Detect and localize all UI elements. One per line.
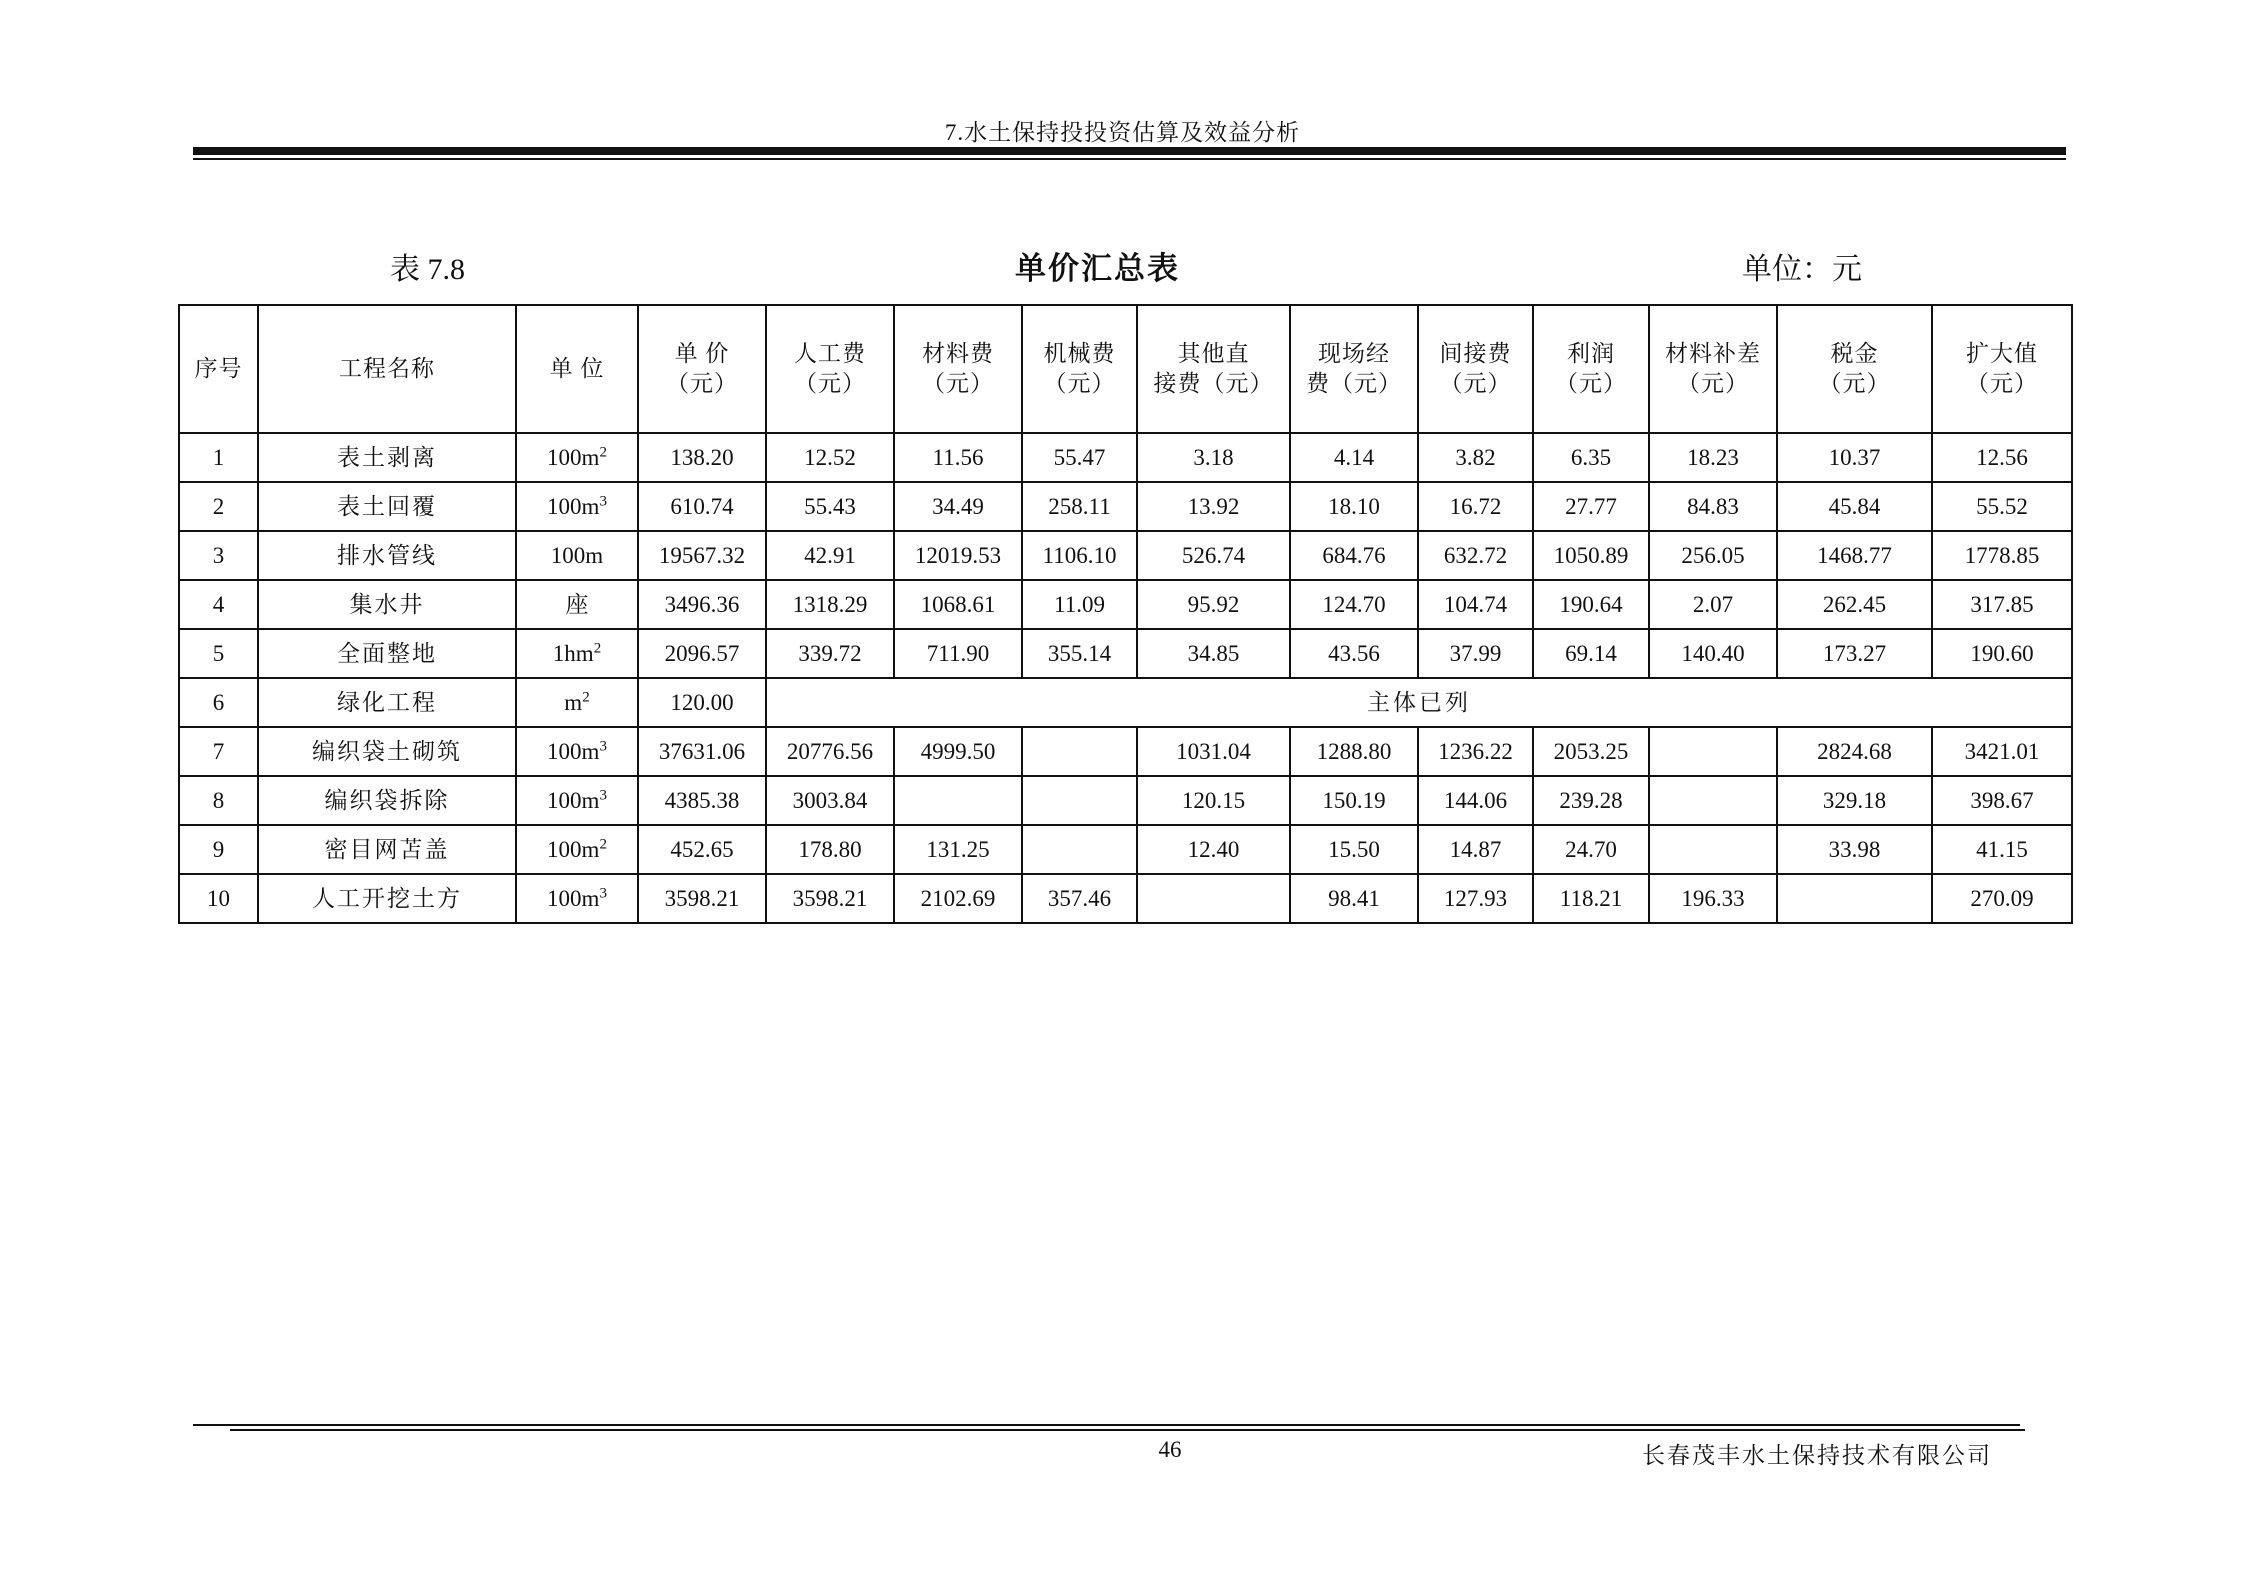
row-value-cell: 684.76 xyxy=(1290,531,1418,580)
row-value-cell: 190.60 xyxy=(1932,629,2072,678)
row-seq: 1 xyxy=(179,433,258,482)
table-unit-label: 单位：元 xyxy=(1742,253,1862,286)
row-value-cell: 270.09 xyxy=(1932,874,2072,923)
row-value-cell: 1778.85 xyxy=(1932,531,2072,580)
row-seq: 5 xyxy=(179,629,258,678)
row-value-cell: 55.52 xyxy=(1932,482,2072,531)
table-row xyxy=(179,531,2072,580)
column-header xyxy=(516,305,638,433)
table-header xyxy=(179,305,2072,433)
row-value-cell: 127.93 xyxy=(1418,874,1533,923)
row-value-cell xyxy=(1022,727,1137,776)
row-value-cell: 178.80 xyxy=(766,825,894,874)
row-unit xyxy=(516,825,638,874)
row-unit-base: 100m xyxy=(547,885,600,911)
row-value-cell: 258.11 xyxy=(1022,482,1137,531)
row-value-cell: 1288.80 xyxy=(1290,727,1418,776)
row-value-cell: 329.18 xyxy=(1777,776,1932,825)
table-number: 表 7.8 xyxy=(390,253,465,286)
table-row xyxy=(179,629,2072,678)
row-unit-exponent: 2 xyxy=(599,443,607,460)
row-unit-base: 100m xyxy=(547,444,600,470)
column-header-label: 现场经 xyxy=(1318,341,1390,367)
row-value-cell: 190.64 xyxy=(1533,580,1649,629)
row-value-cell: 2824.68 xyxy=(1777,727,1932,776)
column-header xyxy=(1932,305,2072,433)
row-value-cell: 3421.01 xyxy=(1932,727,2072,776)
row-value-cell: 16.72 xyxy=(1418,482,1533,531)
row-value-cell: 339.72 xyxy=(766,629,894,678)
column-header xyxy=(1418,305,1533,433)
header-rule-thick xyxy=(193,147,2066,155)
footer-rule-bottom xyxy=(230,1429,2025,1431)
row-value-cell: 118.21 xyxy=(1533,874,1649,923)
row-value-cell: 144.06 xyxy=(1418,776,1533,825)
column-header-label: 利润 xyxy=(1567,341,1615,367)
row-value-cell: 4999.50 xyxy=(894,727,1022,776)
row-project-name: 表土剥离 xyxy=(258,433,516,482)
row-value-cell xyxy=(1137,874,1290,923)
row-value-cell: 3598.21 xyxy=(766,874,894,923)
row-unit xyxy=(516,678,638,727)
row-value-cell: 18.10 xyxy=(1290,482,1418,531)
row-value-cell: 632.72 xyxy=(1418,531,1533,580)
column-header-unit: （元） xyxy=(1677,371,1749,396)
table-row xyxy=(179,825,2072,874)
column-header-label: 材料费 xyxy=(922,341,994,367)
row-seq: 3 xyxy=(179,531,258,580)
running-title: 7.水土保持投投资估算及效益分析 xyxy=(944,120,1301,145)
row-unit xyxy=(516,433,638,482)
row-value-cell: 55.47 xyxy=(1022,433,1137,482)
row-value-cell: 11.56 xyxy=(894,433,1022,482)
row-value-cell xyxy=(1649,825,1777,874)
footer-rule-top xyxy=(193,1424,2020,1426)
row-value-cell xyxy=(1022,776,1137,825)
row-unit-exponent: 2 xyxy=(599,835,607,852)
row-value-cell: 120.15 xyxy=(1137,776,1290,825)
row-value-cell: 2096.57 xyxy=(638,629,766,678)
row-unit-price: 120.00 xyxy=(638,678,766,727)
column-header-label: 单 位 xyxy=(549,356,605,382)
row-value-cell: 2102.69 xyxy=(894,874,1022,923)
column-header-unit: （元） xyxy=(922,371,994,396)
row-value-cell: 1236.22 xyxy=(1418,727,1533,776)
column-header-unit: （元） xyxy=(666,371,738,396)
row-value-cell: 711.90 xyxy=(894,629,1022,678)
row-seq: 6 xyxy=(179,678,258,727)
column-header-label: 人工费 xyxy=(794,341,866,367)
row-value-cell: 526.74 xyxy=(1137,531,1290,580)
row-value-cell: 3496.36 xyxy=(638,580,766,629)
row-value-cell: 42.91 xyxy=(766,531,894,580)
column-header xyxy=(1777,305,1932,433)
row-value-cell xyxy=(1777,874,1932,923)
row-value-cell xyxy=(1649,727,1777,776)
column-header-label: 扩大值 xyxy=(1966,341,2038,367)
row-unit-exponent: 2 xyxy=(582,688,590,705)
row-value-cell: 34.85 xyxy=(1137,629,1290,678)
row-value-cell: 15.50 xyxy=(1290,825,1418,874)
row-value-cell: 3598.21 xyxy=(638,874,766,923)
row-project-name: 密目网苫盖 xyxy=(258,825,516,874)
row-value-cell: 173.27 xyxy=(1777,629,1932,678)
header-row xyxy=(179,305,2072,433)
row-unit-base: m xyxy=(564,689,583,715)
row-value-cell: 131.25 xyxy=(894,825,1022,874)
column-header xyxy=(766,305,894,433)
row-project-name: 排水管线 xyxy=(258,531,516,580)
row-value-cell: 84.83 xyxy=(1649,482,1777,531)
row-value-cell: 12.52 xyxy=(766,433,894,482)
column-header xyxy=(258,305,516,433)
row-unit xyxy=(516,727,638,776)
column-header-label: 材料补差 xyxy=(1665,341,1761,367)
row-value-cell: 1050.89 xyxy=(1533,531,1649,580)
row-unit xyxy=(516,629,638,678)
row-value-cell: 1068.61 xyxy=(894,580,1022,629)
table-row xyxy=(179,727,2072,776)
row-value-cell: 3.18 xyxy=(1137,433,1290,482)
row-value-cell: 33.98 xyxy=(1777,825,1932,874)
header-rule-thin xyxy=(193,158,2066,160)
row-value-cell: 317.85 xyxy=(1932,580,2072,629)
column-header-label: 间接费 xyxy=(1439,341,1512,367)
table-body xyxy=(179,433,2072,923)
row-value-cell: 27.77 xyxy=(1533,482,1649,531)
row-unit-exponent: 3 xyxy=(599,492,607,509)
row-value-cell: 20776.56 xyxy=(766,727,894,776)
row-value-cell: 41.15 xyxy=(1932,825,2072,874)
row-unit xyxy=(516,482,638,531)
row-value-cell: 4.14 xyxy=(1290,433,1418,482)
row-merged-note: 主体已列 xyxy=(766,678,2072,727)
row-unit-base: 100m xyxy=(547,738,600,764)
column-header-unit: 接费（元） xyxy=(1153,371,1274,396)
column-header-label: 序号 xyxy=(194,356,243,382)
row-value-cell: 19567.32 xyxy=(638,531,766,580)
column-header-unit: （元） xyxy=(1966,371,2038,396)
row-value-cell: 18.23 xyxy=(1649,433,1777,482)
row-value-cell: 10.37 xyxy=(1777,433,1932,482)
row-seq: 9 xyxy=(179,825,258,874)
row-value-cell: 1106.10 xyxy=(1022,531,1137,580)
row-value-cell: 55.43 xyxy=(766,482,894,531)
row-value-cell: 138.20 xyxy=(638,433,766,482)
column-header xyxy=(1649,305,1777,433)
column-header-label: 税金 xyxy=(1830,341,1879,367)
row-value-cell: 13.92 xyxy=(1137,482,1290,531)
row-value-cell: 24.70 xyxy=(1533,825,1649,874)
row-value-cell: 3003.84 xyxy=(766,776,894,825)
table-title: 单价汇总表 xyxy=(1015,251,1180,286)
table-row xyxy=(179,433,2072,482)
column-header xyxy=(894,305,1022,433)
row-value-cell: 196.33 xyxy=(1649,874,1777,923)
row-unit-exponent: 2 xyxy=(593,639,602,656)
row-value-cell: 104.74 xyxy=(1418,580,1533,629)
row-seq: 8 xyxy=(179,776,258,825)
row-unit-exponent: 3 xyxy=(599,737,607,754)
row-project-name: 编织袋拆除 xyxy=(258,776,516,825)
column-header-unit: （元） xyxy=(1818,371,1891,396)
column-header xyxy=(1290,305,1418,433)
row-value-cell: 262.45 xyxy=(1777,580,1932,629)
row-value-cell: 452.65 xyxy=(638,825,766,874)
row-value-cell: 6.35 xyxy=(1533,433,1649,482)
table-row xyxy=(179,776,2072,825)
row-value-cell: 11.09 xyxy=(1022,580,1137,629)
row-unit-base: 100m xyxy=(550,542,604,568)
row-value-cell: 2053.25 xyxy=(1533,727,1649,776)
row-value-cell: 12.40 xyxy=(1137,825,1290,874)
row-value-cell: 124.70 xyxy=(1290,580,1418,629)
company-name: 长春茂丰水土保持技术有限公司 xyxy=(1642,1443,1992,1468)
column-header-label: 工程名称 xyxy=(339,356,435,382)
row-unit-exponent: 3 xyxy=(599,884,607,901)
row-value-cell: 357.46 xyxy=(1022,874,1137,923)
row-seq: 2 xyxy=(179,482,258,531)
row-value-cell: 256.05 xyxy=(1649,531,1777,580)
row-value-cell: 1318.29 xyxy=(766,580,894,629)
column-header xyxy=(1137,305,1290,433)
row-unit-base: 100m xyxy=(547,493,600,519)
row-value-cell: 12.56 xyxy=(1932,433,2072,482)
row-value-cell: 150.19 xyxy=(1290,776,1418,825)
column-header-unit: 费（元） xyxy=(1306,371,1402,396)
row-unit xyxy=(516,531,638,580)
table-row xyxy=(179,678,2072,727)
row-value-cell xyxy=(1022,825,1137,874)
row-value-cell: 355.14 xyxy=(1022,629,1137,678)
row-project-name: 绿化工程 xyxy=(258,678,516,727)
row-value-cell: 45.84 xyxy=(1777,482,1932,531)
row-project-name: 集水井 xyxy=(258,580,516,629)
column-header-unit: （元） xyxy=(794,371,866,396)
row-unit-base: 座 xyxy=(565,591,589,617)
row-project-name: 人工开挖土方 xyxy=(258,874,516,923)
row-value-cell: 2.07 xyxy=(1649,580,1777,629)
column-header xyxy=(638,305,766,433)
row-seq: 7 xyxy=(179,727,258,776)
row-seq: 4 xyxy=(179,580,258,629)
row-value-cell: 43.56 xyxy=(1290,629,1418,678)
page-number: 46 xyxy=(1158,1437,1182,1462)
column-header xyxy=(1022,305,1137,433)
column-header-label: 其他直 xyxy=(1177,341,1250,367)
row-unit xyxy=(516,580,638,629)
row-unit-base: 100m xyxy=(547,836,600,862)
row-unit-base: 1hm xyxy=(552,640,594,666)
row-value-cell: 4385.38 xyxy=(638,776,766,825)
table-row xyxy=(179,482,2072,531)
row-unit-exponent: 3 xyxy=(599,786,607,803)
row-value-cell: 69.14 xyxy=(1533,629,1649,678)
row-value-cell: 95.92 xyxy=(1137,580,1290,629)
row-value-cell: 1031.04 xyxy=(1137,727,1290,776)
row-seq: 10 xyxy=(179,874,258,923)
column-header-unit: （元） xyxy=(1043,371,1116,396)
row-project-name: 表土回覆 xyxy=(258,482,516,531)
unit-price-summary-table xyxy=(178,304,2073,924)
column-header-label: 机械费 xyxy=(1043,341,1116,367)
row-value-cell: 1468.77 xyxy=(1777,531,1932,580)
row-unit xyxy=(516,776,638,825)
row-value-cell: 37631.06 xyxy=(638,727,766,776)
row-value-cell: 3.82 xyxy=(1418,433,1533,482)
column-header-label: 单 价 xyxy=(674,341,730,367)
row-value-cell: 610.74 xyxy=(638,482,766,531)
row-project-name: 编织袋土砌筑 xyxy=(258,727,516,776)
row-value-cell: 12019.53 xyxy=(894,531,1022,580)
row-value-cell: 140.40 xyxy=(1649,629,1777,678)
table-row xyxy=(179,580,2072,629)
row-unit-base: 100m xyxy=(547,787,600,813)
row-value-cell: 37.99 xyxy=(1418,629,1533,678)
column-header-unit: （元） xyxy=(1439,371,1512,396)
row-value-cell: 14.87 xyxy=(1418,825,1533,874)
table-row xyxy=(179,874,2072,923)
column-header-unit: （元） xyxy=(1555,371,1627,396)
row-value-cell: 239.28 xyxy=(1533,776,1649,825)
row-unit xyxy=(516,874,638,923)
row-value-cell xyxy=(1649,776,1777,825)
column-header xyxy=(179,305,258,433)
column-header xyxy=(1533,305,1649,433)
row-value-cell xyxy=(894,776,1022,825)
row-value-cell: 98.41 xyxy=(1290,874,1418,923)
row-project-name: 全面整地 xyxy=(258,629,516,678)
row-value-cell: 34.49 xyxy=(894,482,1022,531)
row-value-cell: 398.67 xyxy=(1932,776,2072,825)
